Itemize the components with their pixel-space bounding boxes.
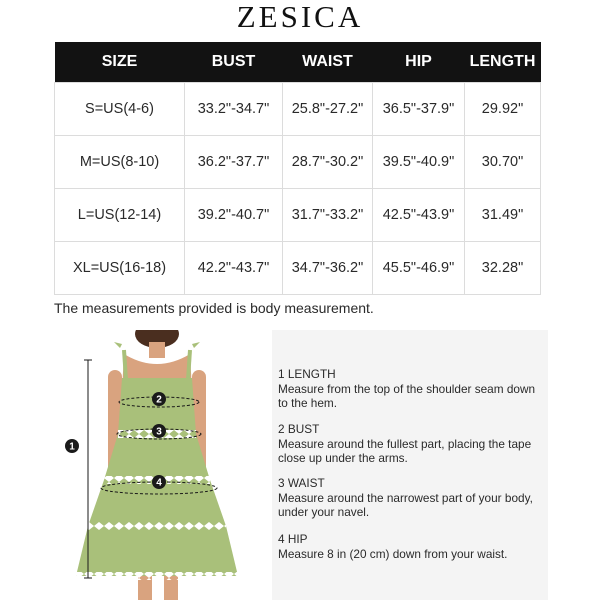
svg-text:2: 2: [156, 394, 162, 406]
hip-cell: 39.5"-40.9": [373, 136, 465, 189]
marker-3: [152, 424, 166, 438]
table-row: [55, 83, 541, 136]
bust-cell: 39.2"-40.7": [185, 189, 283, 242]
instruction-waist: [278, 476, 538, 520]
waist-cell: 31.7"-33.2": [283, 189, 373, 242]
header-size: SIZE: [55, 42, 185, 83]
marker-1: [65, 439, 79, 453]
header-bust: BUST: [185, 42, 283, 83]
table-row: [55, 189, 541, 242]
header-hip: HIP: [373, 42, 465, 83]
length-cell: 29.92": [465, 83, 541, 136]
table-row: [55, 136, 541, 189]
size-chart-table: [54, 42, 541, 295]
header-waist: WAIST: [283, 42, 373, 83]
length-cell: 32.28": [465, 242, 541, 295]
instruction-title: 1 LENGTH: [278, 367, 336, 381]
size-chart-header-row: [55, 42, 541, 83]
bust-cell: 36.2"-37.7": [185, 136, 283, 189]
bust-cell: 42.2"-43.7": [185, 242, 283, 295]
instruction-hip: [278, 532, 538, 561]
measurement-instructions-panel: [272, 330, 548, 600]
size-cell: M=US(8-10): [55, 136, 185, 189]
marker-4: [152, 475, 166, 489]
instruction-text: Measure around the fullest part, placing the tape close up under the arms.: [278, 436, 532, 465]
waist-cell: 28.7"-30.2": [283, 136, 373, 189]
instruction-text: Measure 8 in (20 cm) down from your waist.: [278, 546, 508, 561]
hip-cell: 42.5"-43.9": [373, 189, 465, 242]
waist-cell: 25.8"-27.2": [283, 83, 373, 136]
svg-text:1: 1: [69, 441, 75, 453]
instruction-title: 2 BUST: [278, 422, 320, 436]
table-row: [55, 242, 541, 295]
instruction-title: 3 WAIST: [278, 476, 325, 490]
size-cell: XL=US(16-18): [55, 242, 185, 295]
marker-2: [152, 392, 166, 406]
brand-logo: ZESICA: [236, 0, 364, 34]
dress-measurement-figure: [54, 330, 268, 600]
dress-illustration: [54, 330, 268, 600]
size-cell: L=US(12-14): [55, 189, 185, 242]
instruction-length: [278, 367, 538, 411]
instruction-text: Measure from the top of the shoulder seam down to the hem.: [278, 381, 536, 410]
header-length: LENGTH: [465, 42, 541, 83]
instruction-text: Measure around the narrowest part of your body, under your navel.: [278, 490, 533, 519]
instruction-bust: [278, 422, 538, 466]
length-cell: 30.70": [465, 136, 541, 189]
svg-text:3: 3: [156, 426, 162, 438]
bust-cell: 33.2"-34.7": [185, 83, 283, 136]
instruction-title: 4 HIP: [278, 532, 308, 546]
measurement-note: The measurements provided is body measurement.: [54, 300, 374, 316]
svg-text:4: 4: [156, 477, 162, 489]
hip-cell: 36.5"-37.9": [373, 83, 465, 136]
waist-cell: 34.7"-36.2": [283, 242, 373, 295]
length-cell: 31.49": [465, 189, 541, 242]
size-cell: S=US(4-6): [55, 83, 185, 136]
hip-cell: 45.5"-46.9": [373, 242, 465, 295]
